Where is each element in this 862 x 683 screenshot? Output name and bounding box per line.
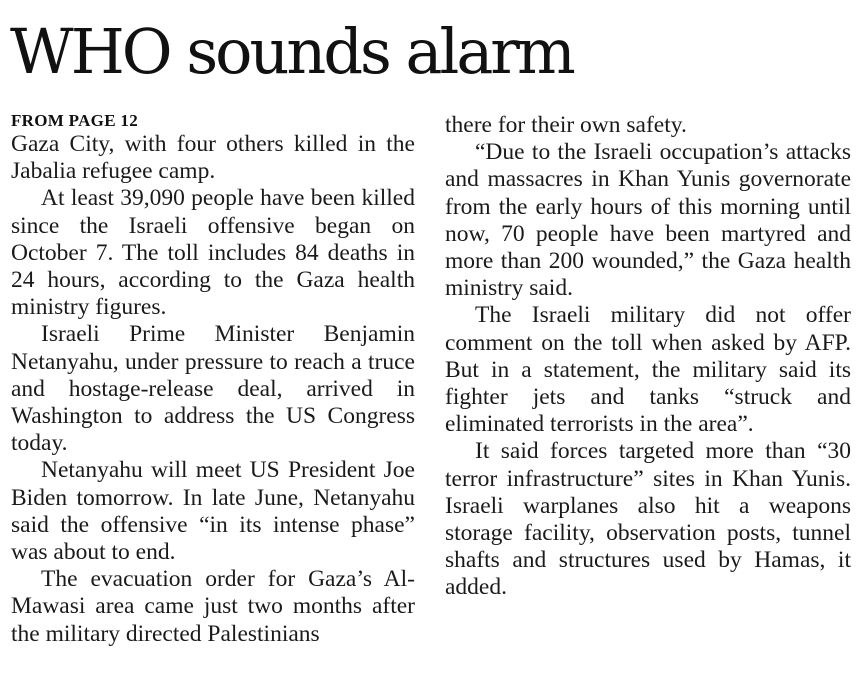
- continuation-kicker: FROM PAGE 12: [11, 111, 138, 130]
- article-column-right: [445, 112, 851, 602]
- paragraph: The evacuation order for Gaza’s Al-Mawasi area came just two months after the military directed Palestinians: [11, 566, 415, 647]
- paragraph: “Due to the Israeli occupation’s attacks and massacres in Khan Yunis governorate from the early hours of this morning until now, 70 people have been martyred and more than 200 wounded,” the Gaza health ministry said.: [445, 139, 851, 302]
- paragraph: The Israeli military did not offer comment on the toll when asked by AFP. But in a statement, the military said its fighter jets and tanks “struck and eliminated terrorists in the area”.: [445, 302, 851, 438]
- paragraph: Israeli Prime Minister Benjamin Netanyahu, under pressure to reach a truce and hostage-release deal, arrived in Washington to address the US Congress today.: [11, 321, 415, 457]
- paragraph: there for their own safety.: [445, 112, 687, 138]
- article-headline: WHO sounds alarm: [10, 15, 573, 88]
- paragraph: Gaza City, with four others killed in the Jabalia refugee camp.: [11, 131, 415, 185]
- paragraph: At least 39,090 people have been killed since the Israeli offensive began on October 7. The toll includes 84 deaths in 24 hours, according to the Gaza health ministry figures.: [11, 185, 415, 321]
- paragraph: It said forces targeted more than “30 terror infrastructure” sites in Khan Yunis. Israeli warplanes also hit a weapons storage facility, observation posts, tunnel shafts and structures used by Hamas, it added.: [445, 438, 851, 601]
- paragraph: Netanyahu will meet US President Joe Biden tomorrow. In late June, Netanyahu said the offensive “in its intense phase” was about to end.: [11, 457, 415, 566]
- article-column-left: [11, 110, 415, 648]
